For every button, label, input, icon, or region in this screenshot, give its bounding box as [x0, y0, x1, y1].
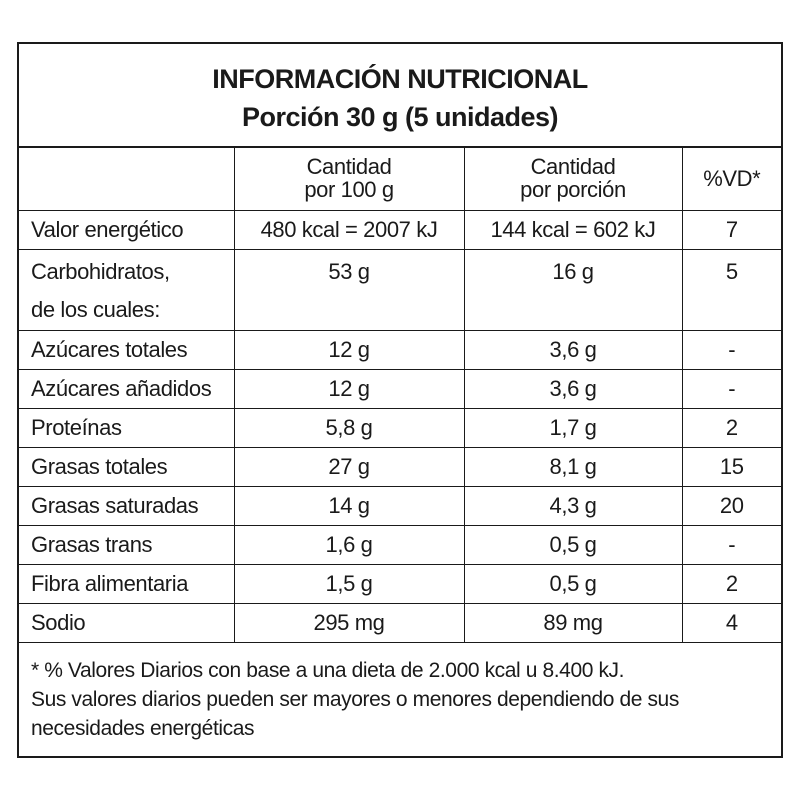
panel-title: INFORMACIÓN NUTRICIONAL [212, 64, 588, 94]
value-portion: 3,6 g [464, 370, 682, 409]
value-per100: 1,5 g [234, 565, 464, 604]
header-per100-line2: por 100 g [304, 177, 394, 202]
nutrient-name: Grasas saturadas [19, 487, 234, 526]
nutrient-name: Valor energético [19, 211, 234, 250]
portion-size: Porción 30 g (5 unidades) [241, 102, 559, 132]
header-portion-line1: Cantidad [530, 154, 616, 179]
table-header-row [19, 146, 781, 211]
value-vd: 2 [682, 409, 781, 448]
header-vd: %VD* [682, 146, 781, 211]
value-vd: 5 [682, 250, 781, 331]
value-per100: 12 g [234, 331, 464, 370]
table-row [19, 331, 781, 370]
value-per100: 5,8 g [234, 409, 464, 448]
table-row [19, 604, 781, 643]
footnote-line2: Sus valores diarios pueden ser mayores o menores dependiendo de sus [31, 688, 679, 711]
value-per100: 12 g [234, 370, 464, 409]
table-row [19, 211, 781, 250]
value-per100: 295 mg [234, 604, 464, 643]
nutrient-name: Grasas totales [19, 448, 234, 487]
value-per100: 27 g [234, 448, 464, 487]
value-portion: 1,7 g [464, 409, 682, 448]
nutrient-name-line2: de los cuales: [31, 297, 160, 322]
value-vd: 2 [682, 565, 781, 604]
table-row [19, 370, 781, 409]
value-vd: 15 [682, 448, 781, 487]
header-empty-cell [19, 146, 234, 211]
value-per100: 53 g [234, 250, 464, 331]
nutrient-name: Azúcares totales [19, 331, 234, 370]
nutrition-facts-panel [17, 42, 783, 758]
value-portion: 89 mg [464, 604, 682, 643]
title-block [19, 44, 781, 148]
table-row [19, 409, 781, 448]
table-row [19, 250, 781, 331]
footnote-line1: * % Valores Diarios con base a una dieta de 2.000 kcal u 8.400 kJ. [31, 659, 625, 682]
header-portion [464, 146, 682, 211]
table-row [19, 526, 781, 565]
nutrient-name: Sodio [19, 604, 234, 643]
header-portion-line2: por porción [520, 177, 626, 202]
value-portion: 0,5 g [464, 565, 682, 604]
value-vd: - [682, 526, 781, 565]
value-per100: 1,6 g [234, 526, 464, 565]
footnote [31, 656, 771, 743]
value-portion: 0,5 g [464, 526, 682, 565]
header-per100-line1: Cantidad [306, 154, 392, 179]
table-row [19, 487, 781, 526]
value-portion: 3,6 g [464, 331, 682, 370]
value-per100: 14 g [234, 487, 464, 526]
value-vd: - [682, 331, 781, 370]
table-row [19, 448, 781, 487]
nutrient-name: Azúcares añadidos [19, 370, 234, 409]
value-portion: 16 g [464, 250, 682, 331]
nutrient-name: Proteínas [19, 409, 234, 448]
nutrition-table [19, 146, 781, 643]
value-vd: 4 [682, 604, 781, 643]
nutrient-name [19, 250, 234, 331]
value-vd: 7 [682, 211, 781, 250]
nutrient-name-line1: Carbohidratos, [31, 259, 170, 284]
value-portion: 144 kcal = 602 kJ [464, 211, 682, 250]
value-vd: - [682, 370, 781, 409]
value-vd: 20 [682, 487, 781, 526]
table-row [19, 565, 781, 604]
value-portion: 8,1 g [464, 448, 682, 487]
footnote-line3: necesidades energéticas [31, 717, 255, 740]
nutrient-name: Fibra alimentaria [19, 565, 234, 604]
value-per100: 480 kcal = 2007 kJ [234, 211, 464, 250]
value-portion: 4,3 g [464, 487, 682, 526]
header-per100 [234, 146, 464, 211]
nutrient-name: Grasas trans [19, 526, 234, 565]
